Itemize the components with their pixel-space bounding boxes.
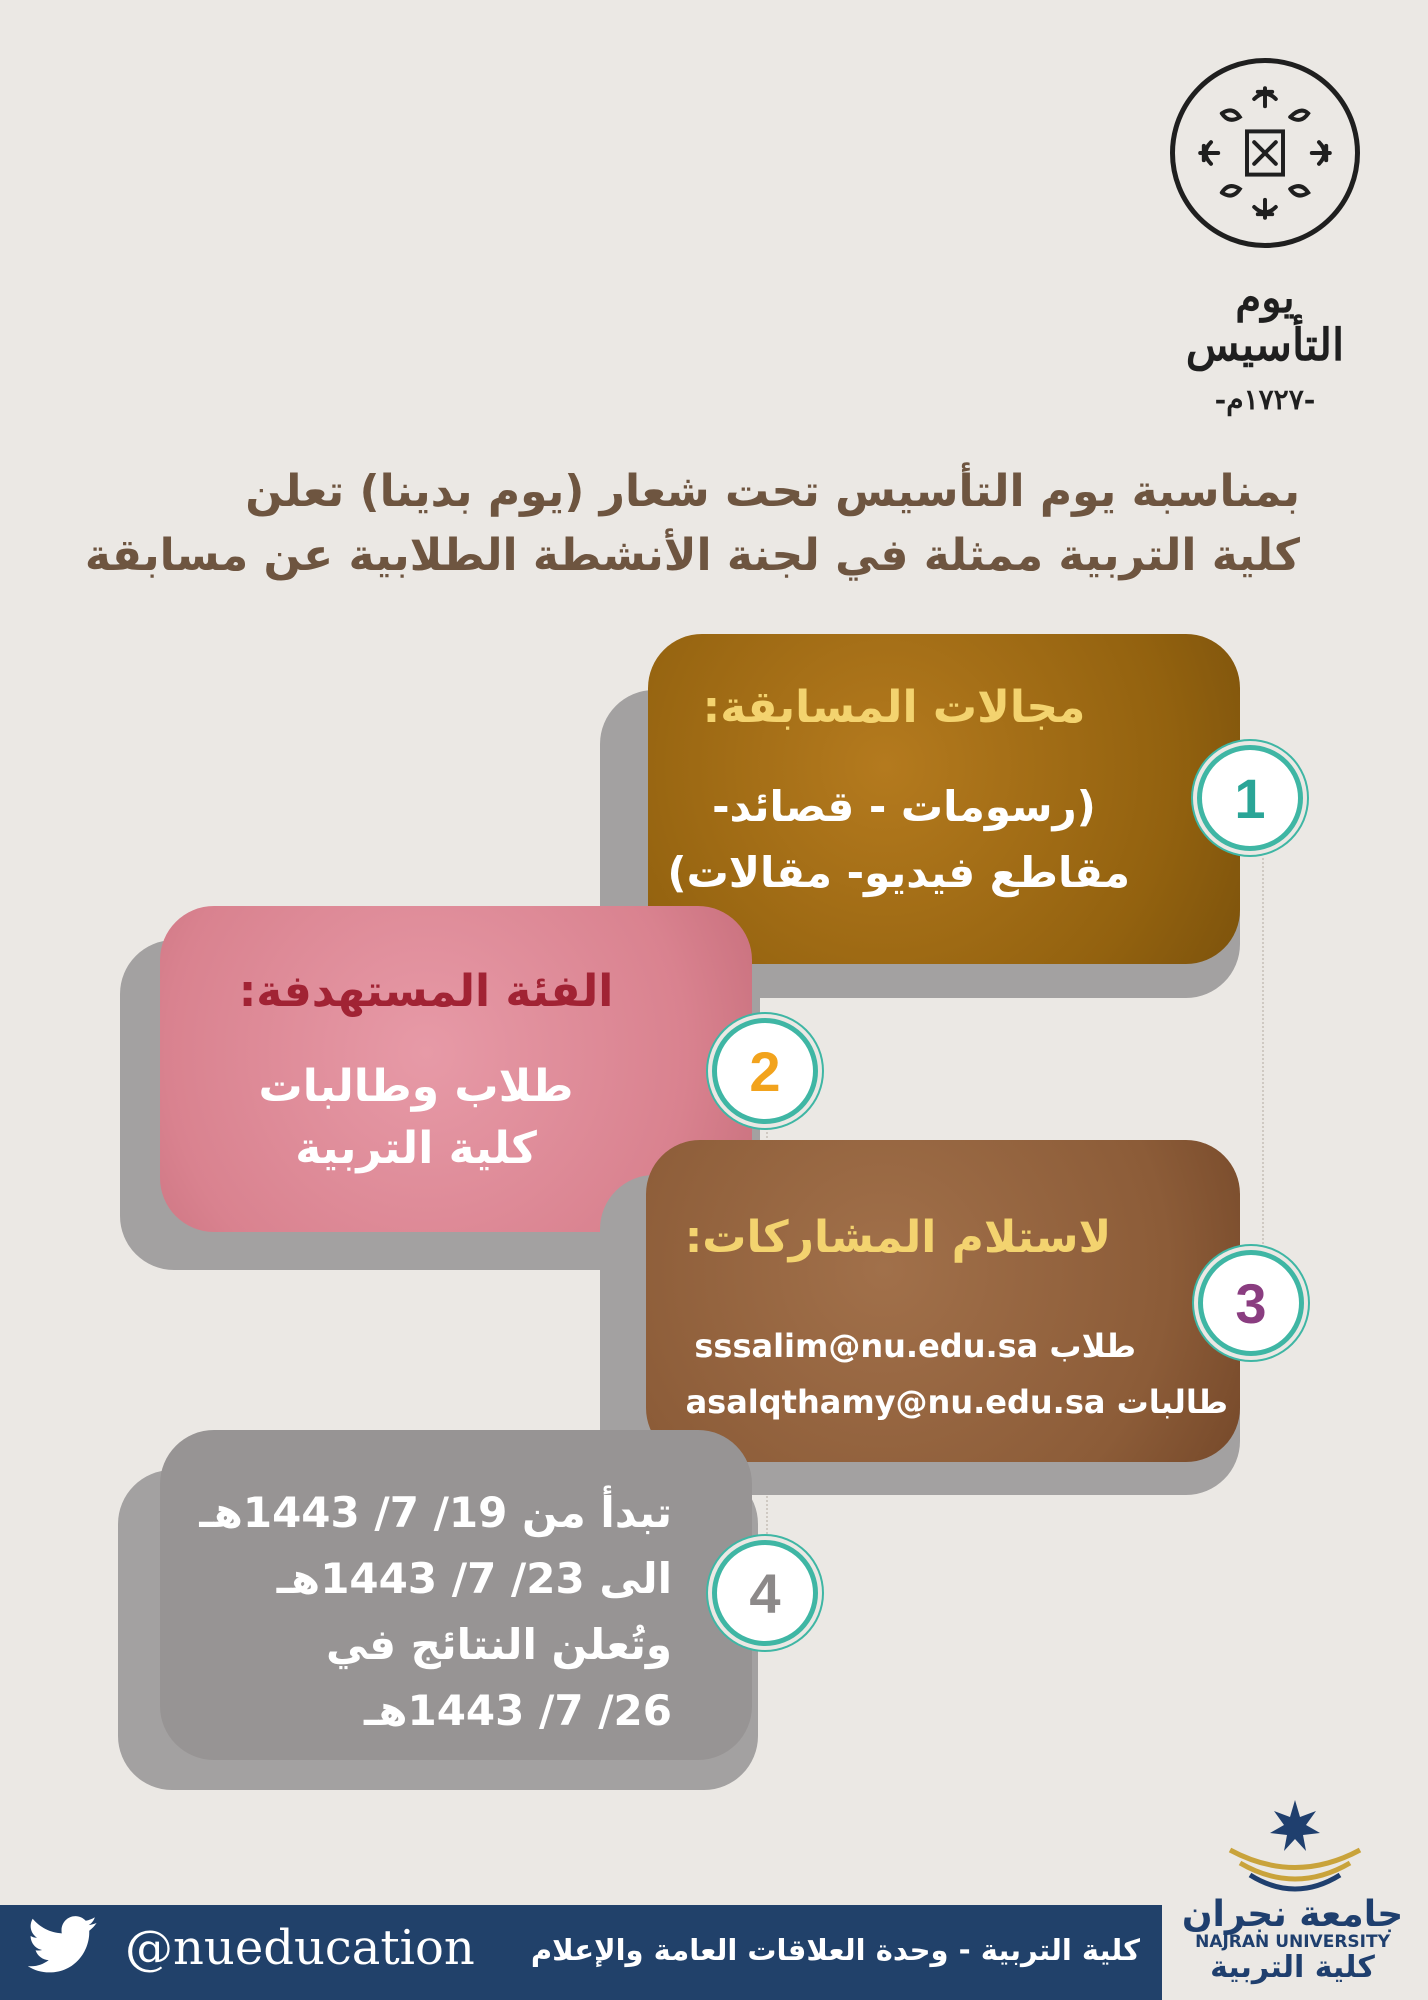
card-body-line: تبدأ من 19/ 7/ 1443هـ	[199, 1488, 672, 1537]
male-submission-email[interactable]: طلاب sssalim@nu.edu.sa	[694, 1327, 1136, 1365]
headline-line1: بمناسبة يوم التأسيس تحت شعار (يوم بدينا) تعلن	[245, 466, 1300, 517]
university-emblem-icon	[1190, 1795, 1400, 1905]
step-number-badge: 4	[712, 1540, 818, 1646]
headline-line2: كلية التربية ممثلة في لجنة الأنشطة الطلابية عن مسابقة	[84, 530, 1300, 581]
card-submissions	[646, 1140, 1240, 1462]
university-name-english: NAJRAN UNIVERSITY	[1195, 1932, 1390, 1952]
seal-icon	[1175, 63, 1355, 243]
card-body-line: كلية التربية	[295, 1123, 537, 1174]
card-body	[200, 1480, 672, 1744]
twitter-handle[interactable]: @nueducation	[125, 1920, 475, 1976]
card-body-line: طلاب وطالبات	[258, 1061, 574, 1112]
card-body-line: 26/ 7/ 1443هـ	[363, 1686, 672, 1735]
card-competition-fields	[648, 634, 1240, 964]
card-title: الفئة المستهدفة:	[238, 966, 614, 1017]
card-body-line: الى 23/ 7/ 1443هـ	[276, 1554, 672, 1603]
founding-day-seal	[1170, 58, 1360, 248]
card-dates	[160, 1430, 752, 1760]
card-body-line: وتُعلن النتائج في	[325, 1620, 672, 1669]
female-submission-email[interactable]: طالبات asalqthamy@nu.edu.sa	[685, 1383, 1228, 1421]
announcement-headline	[60, 460, 1300, 588]
card-title: مجالات المسابقة:	[702, 682, 1086, 733]
connector-dots	[1262, 858, 1264, 1248]
card-body	[220, 1056, 612, 1180]
card-body-line: (رسومات - قصائد-	[712, 782, 1096, 831]
step-number-badge: 3	[1198, 1250, 1304, 1356]
founding-day-title-line2: التأسيس	[1185, 320, 1345, 371]
twitter-icon[interactable]	[28, 1915, 98, 1977]
card-body	[667, 774, 1130, 906]
university-name-arabic: جامعة نجران	[1181, 1894, 1404, 1935]
card-title: لاستلام المشاركات:	[684, 1212, 1112, 1263]
college-name: كلية التربية	[1210, 1950, 1375, 1985]
founding-day-year: -١٧٢٧م-	[1214, 383, 1316, 416]
step-number-badge: 1	[1197, 745, 1303, 851]
founding-day-title-line1: يوم	[1235, 273, 1295, 322]
step-number-badge: 2	[712, 1018, 818, 1124]
footer-department-text: كلية التربية - وحدة العلاقات العامة والإعلام	[530, 1933, 1140, 1967]
card-body-line: مقاطع فيديو- مقالات)	[667, 848, 1130, 897]
